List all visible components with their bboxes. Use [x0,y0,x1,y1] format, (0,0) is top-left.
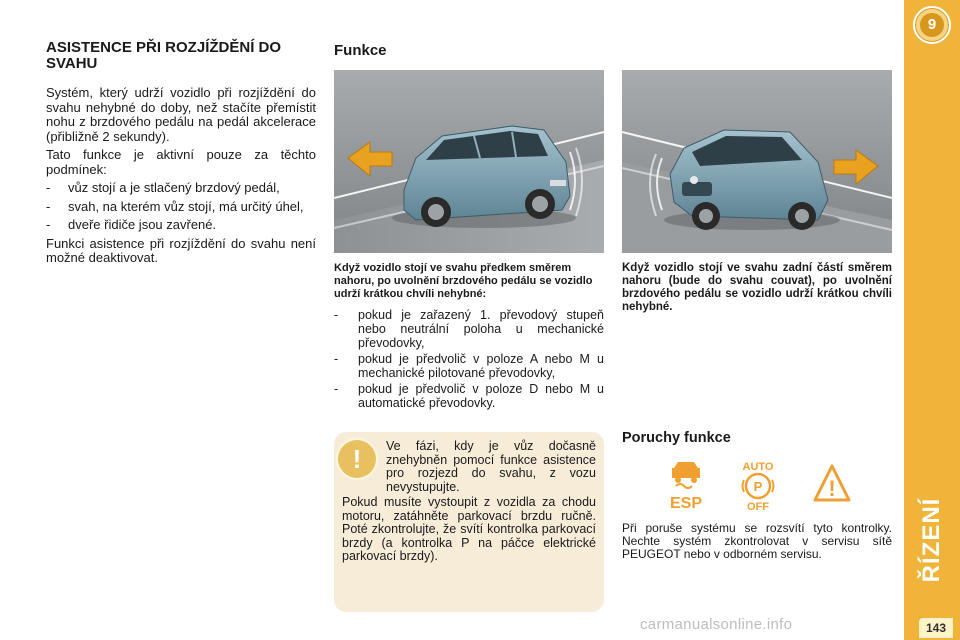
list-item: - pokud je předvolič v poloze A nebo M u mechanické pilotované převodovky, [334,352,604,380]
conditions-intro: Tato funkce je aktivní pouze za těchto podmínek: [46,147,316,177]
uphill-car-illustration [334,70,604,253]
list-item: - vůz stojí a je stlačený brzdový pedál, [46,180,280,195]
esp-label: ESP [669,495,703,512]
warning-text-1: Ve fázi, kdy je vůz dočasně znehybněn pomocí funkce asistence pro rozjezd do svahu, z vozu nevystupujte. [386,439,596,494]
auto-label: AUTO [742,461,774,473]
chapter-badge [913,6,951,44]
intro-paragraph: Systém, který udrží vozidlo při rozjíždění do svahu nehybné do doby, než stačíte přemístit nohu z brzdového pedálu na pedál akcelerace (přibližně 2 sekundy). [46,85,316,144]
warning-exclamation-icon: ! [338,440,376,478]
list-item: - pokud je zařazený 1. převodový stupeň nebo neutrální poloha u mechanické převodovky, [334,308,604,350]
note-paragraph: Funkci asistence při rozjíždění do svahu není možné deaktivovat. [46,235,316,265]
list-item: - pokud je předvolič v poloze D nebo M u automatické převodovky. [334,382,604,410]
warning-triangle-icon [812,458,852,514]
uphill-caption: Když vozidlo stojí ve svahu předkem směrem nahoru, po uvolnění brzdového pedálu se vozidlo udrží krátkou chvíli nehybné: [334,262,593,300]
list-item: - dveře řidiče jsou zavřené. [46,217,217,232]
section-heading: ASISTENCE PŘI ROZJÍŽDĚNÍ DO SVAHU [46,39,282,72]
left-column [46,40,316,266]
esp-warning-light-icon [666,458,706,514]
page-number: 143 [919,618,953,638]
uphill-conditions-list [334,306,604,410]
list-item: - svah, na kterém vůz stojí, má určitý úhel, [46,198,304,214]
watermark: carmanualsonline.info [640,616,793,633]
fault-text: Při poruše systému se rozsvítí tyto kontrolky. Nechte systém zkontrolovat v servisu sítě PEUGEOT nebo v odborném servisu. [622,521,892,561]
chapter-title-text: ŘÍZENÍ [918,497,945,583]
funkce-heading: Funkce [334,42,387,59]
poruchy-heading: Poruchy funkce [622,430,731,446]
warning-text-2: Pokud musíte vystoupit z vozidla za chodu motoru, zatáhněte parkovací brzdu ručně. Poté zkontrolujte, že svítí kontrolka parkovací brzdy (a kontrolka P na páčce elektrické parkovací brzdy). [342,495,596,563]
chapter-title [906,480,958,600]
p-label: P [753,479,763,494]
warning-lights [622,458,892,514]
downhill-car-illustration [622,70,892,253]
off-label: OFF [747,501,769,513]
auto-parking-off-light-icon [736,458,780,514]
downhill-caption: Když vozidlo stojí ve svahu zadní částí směrem nahoru (bude do svahu couvat), po uvolnění brzdového pedálu se vozidlo udrží krátkou chvíli nehybné. [622,262,892,313]
chapter-number: 9 [920,13,944,37]
triangle-exclamation-label: ! [828,476,836,501]
